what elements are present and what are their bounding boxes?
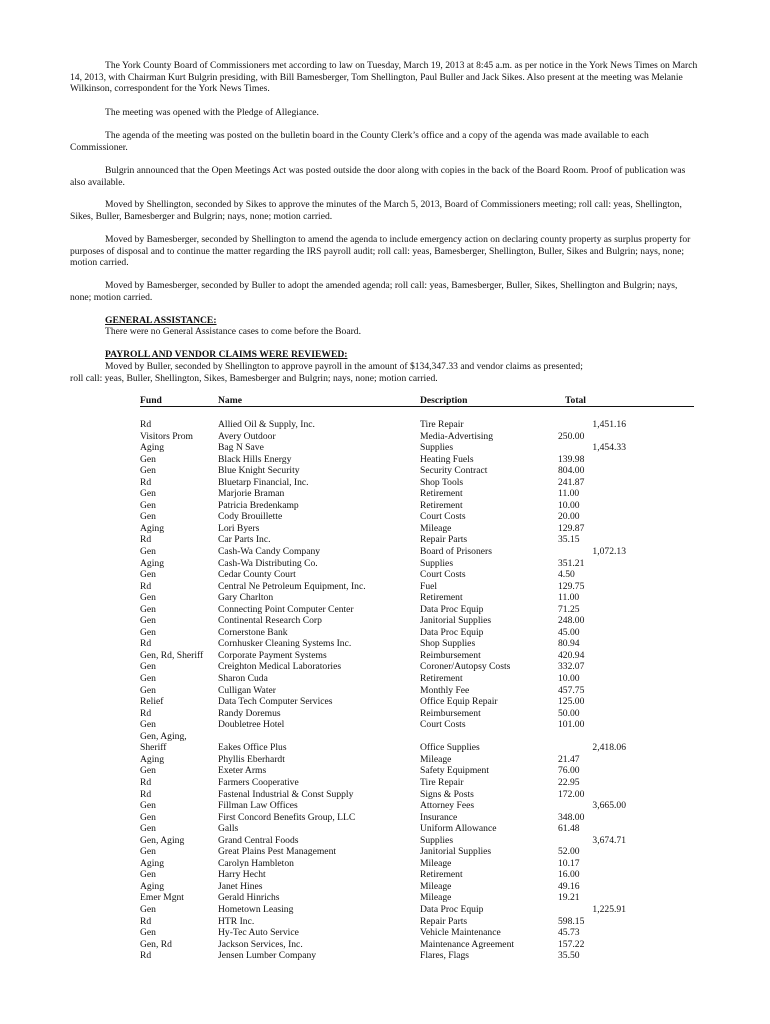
- table-row: [140, 419, 700, 431]
- table-row: [140, 742, 700, 754]
- total-cell: 1,451.16: [592, 419, 626, 430]
- table-row: [140, 511, 700, 523]
- total-cell: 420.94: [558, 649, 585, 661]
- total-cell: 52.00: [558, 846, 580, 858]
- general-assistance-text: There were no General Assistance cases to come before the Board.: [105, 326, 361, 337]
- description-cell: Reimbursement: [420, 649, 481, 661]
- fund-cell: Gen: [140, 869, 156, 881]
- total-cell: 76.00: [558, 765, 580, 777]
- table-row: [140, 939, 700, 951]
- description-cell: Media-Advertising: [420, 430, 494, 442]
- fund-cell: Gen: [140, 615, 156, 627]
- table-row: [140, 708, 700, 720]
- fund-cell: Gen, Aging,: [140, 730, 187, 742]
- name-cell: Cornerstone Bank: [218, 626, 288, 638]
- name-cell: Cody Brouillette: [218, 511, 283, 523]
- description-cell: Court Costs: [420, 569, 466, 581]
- table-row: [140, 558, 700, 570]
- name-cell: Cedar County Court: [218, 569, 296, 581]
- total-cell: 35.50: [558, 950, 580, 962]
- fund-cell: Rd: [140, 950, 152, 962]
- fund-cell: Rd: [140, 776, 152, 788]
- fund-cell: Rd: [140, 580, 152, 592]
- fund-cell: Gen: [140, 499, 156, 511]
- total-cell: 2,418.06: [592, 742, 626, 754]
- name-cell: Bluetarp Financial, Inc.: [218, 476, 309, 488]
- description-cell: Mileage: [420, 880, 452, 892]
- total-cell: 10.00: [558, 499, 580, 511]
- name-cell: Phyllis Eberhardt: [218, 753, 285, 765]
- fund-cell: Gen: [140, 603, 156, 615]
- total-cell: 129.87: [558, 522, 585, 534]
- description-cell: Coroner/Autopsy Costs: [420, 661, 511, 673]
- name-cell: Black Hills Energy: [218, 453, 292, 465]
- total-cell: 10.17: [558, 857, 580, 869]
- fund-cell: Sheriff: [140, 742, 167, 754]
- total-cell: 45.00: [558, 626, 580, 638]
- description-cell: Repair Parts: [420, 534, 468, 546]
- description-cell: Monthly Fee: [420, 684, 470, 696]
- table-row: [140, 835, 700, 847]
- total-cell: 248.00: [558, 615, 585, 627]
- total-cell: 19.21: [558, 892, 580, 904]
- table-row: [140, 904, 700, 916]
- description-cell: Office Equip Repair: [420, 696, 498, 708]
- total-cell: 50.00: [558, 707, 580, 719]
- fund-cell: Gen: [140, 903, 156, 915]
- total-cell: 1,072.13: [592, 546, 626, 558]
- total-cell: 332.07: [558, 661, 585, 673]
- table-row: [140, 685, 700, 697]
- table-row: [140, 950, 700, 962]
- minutes-motion-paragraph: Moved by Shellington, seconded by Sikes to approve the minutes of the March 5, 2013, Board of Commissioners meeting; roll call: yeas, Shellington, Sikes, Buller, Bamesberger and Bulgrin; nays, none; motion carried.: [70, 199, 682, 222]
- total-cell: 71.25: [558, 603, 580, 615]
- description-cell: Fuel: [420, 580, 438, 592]
- description-cell: Mileage: [420, 857, 452, 869]
- total-cell: 16.00: [558, 869, 580, 881]
- meeting-intro-paragraph: The York County Board of Commissioners met according to law on Tuesday, March 19, 2013 at 8:45 a.m. as per notice in the York News Times on March 14, 2013, with Chairman Kurt Bulgrin presiding, with Bill Bamesberger, Tom Shellington, Paul Buller and Jack Sikes. Also present at the meeting was Melanie Wilkinson, correspondent for the York News Times.: [70, 60, 698, 95]
- total-cell: 241.87: [558, 476, 585, 488]
- table-row: [140, 431, 700, 443]
- name-cell: Gerald Hinrichs: [218, 892, 280, 904]
- total-cell: 22.95: [558, 776, 580, 788]
- fund-cell: Aging: [140, 880, 164, 892]
- name-cell: Fillman Law Offices: [218, 800, 298, 812]
- description-cell: Reimbursement: [420, 707, 481, 719]
- table-row: [140, 592, 700, 604]
- table-row: [140, 581, 700, 593]
- total-cell: 804.00: [558, 465, 585, 477]
- total-cell: 4.50: [558, 569, 575, 581]
- total-cell: 45.73: [558, 927, 580, 939]
- amend-agenda-paragraph: Moved by Bamesberger, seconded by Shellington to amend the agenda to include emergency action on declaring county property as surplus property for purposes of disposal and to continue the matter regarding the IRS payroll audit; roll call: yeas, Bamesberger, Shellington, Buller, Sikes and Bulgrin; nays, none; motion carried.: [70, 234, 691, 269]
- name-cell: Creighton Medical Laboratories: [218, 661, 342, 673]
- total-cell: 250.00: [558, 430, 585, 442]
- fund-cell: Gen: [140, 684, 156, 696]
- name-cell: Corporate Payment Systems: [218, 649, 327, 661]
- name-cell: Fastenal Industrial & Const Supply: [218, 788, 354, 800]
- description-cell: Attorney Fees: [420, 800, 475, 812]
- name-cell: Culligan Water: [218, 684, 276, 696]
- description-cell: Tire Repair: [420, 776, 464, 788]
- pledge-paragraph: The meeting was opened with the Pledge of Allegiance.: [105, 107, 319, 118]
- name-cell: Harry Hecht: [218, 869, 266, 881]
- fund-cell: Rd: [140, 707, 152, 719]
- table-row: [140, 534, 700, 546]
- fund-cell: Emer Mgnt: [140, 892, 184, 904]
- column-header-fund: Fund: [140, 395, 162, 406]
- table-row: [140, 823, 700, 835]
- table-row: [140, 615, 700, 627]
- description-cell: Board of Prisoners: [420, 546, 492, 558]
- total-cell: 1,225.91: [592, 903, 626, 915]
- name-cell: Bag N Save: [218, 442, 264, 454]
- description-cell: Court Costs: [420, 511, 466, 523]
- name-cell: Exeter Arms: [218, 765, 267, 777]
- description-cell: Uniform Allowance: [420, 823, 497, 835]
- name-cell: Continental Research Corp: [218, 615, 322, 627]
- table-row: [140, 673, 700, 685]
- name-cell: Jensen Lumber Company: [218, 950, 317, 962]
- total-cell: 139.98: [558, 453, 585, 465]
- fund-cell: Gen: [140, 719, 156, 731]
- description-cell: Retirement: [420, 499, 463, 511]
- description-cell: Insurance: [420, 811, 458, 823]
- description-cell: Shop Supplies: [420, 638, 476, 650]
- table-row: [140, 800, 700, 812]
- name-cell: Eakes Office Plus: [218, 742, 287, 754]
- table-row: [140, 523, 700, 535]
- total-cell: 20.00: [558, 511, 580, 523]
- table-row: [140, 846, 700, 858]
- fund-cell: Gen: [140, 661, 156, 673]
- fund-cell: Rd: [140, 534, 152, 546]
- fund-cell: Aging: [140, 857, 164, 869]
- description-cell: Mileage: [420, 522, 452, 534]
- description-cell: Data Proc Equip: [420, 603, 484, 615]
- fund-cell: Gen: [140, 453, 156, 465]
- description-cell: Retirement: [420, 592, 463, 604]
- name-cell: Sharon Cuda: [218, 673, 268, 685]
- total-cell: 129.75: [558, 580, 585, 592]
- total-cell: 457.75: [558, 684, 585, 696]
- description-cell: Security Contract: [420, 465, 488, 477]
- description-cell: Mileage: [420, 753, 452, 765]
- fund-cell: Gen: [140, 592, 156, 604]
- fund-cell: Aging: [140, 442, 164, 454]
- total-cell: 49.16: [558, 880, 580, 892]
- table-row: [140, 500, 700, 512]
- fund-cell: Gen: [140, 846, 156, 858]
- fund-cell: Gen: [140, 511, 156, 523]
- total-cell: 35.15: [558, 534, 580, 546]
- header-underline: [140, 406, 694, 407]
- description-cell: Heating Fuels: [420, 453, 474, 465]
- name-cell: Carolyn Hambleton: [218, 857, 294, 869]
- name-cell: Grand Central Foods: [218, 834, 299, 846]
- total-cell: 598.15: [558, 915, 585, 927]
- column-header-description: Description: [420, 395, 468, 406]
- table-row: [140, 892, 700, 904]
- description-cell: Maintenance Agreement: [420, 938, 515, 950]
- table-row: [140, 881, 700, 893]
- total-cell: 80.94: [558, 638, 580, 650]
- name-cell: First Concord Benefits Group, LLC: [218, 811, 356, 823]
- vendor-claims-table: [140, 419, 700, 962]
- description-cell: Repair Parts: [420, 915, 468, 927]
- name-cell: Doubletree Hotel: [218, 719, 285, 731]
- fund-cell: Gen, Aging: [140, 834, 185, 846]
- adopt-agenda-paragraph: Moved by Bamesberger, seconded by Buller to adopt the amended agenda; roll call: yeas, Bamesberger, Buller, Sikes, Shellington and Bulgrin; nays, none; motion carried.: [70, 280, 678, 303]
- table-row: [140, 789, 700, 801]
- total-cell: 10.00: [558, 673, 580, 685]
- total-cell: 1,454.33: [592, 442, 626, 454]
- table-row: [140, 916, 700, 928]
- fund-cell: Gen: [140, 673, 156, 685]
- description-cell: Vehicle Maintenance: [420, 927, 501, 939]
- total-cell: 157.22: [558, 938, 585, 950]
- description-cell: Office Supplies: [420, 742, 480, 754]
- description-cell: Safety Equipment: [420, 765, 490, 777]
- payroll-heading: PAYROLL AND VENDOR CLAIMS WERE REVIEWED:: [105, 349, 348, 360]
- fund-cell: Aging: [140, 753, 164, 765]
- description-cell: Supplies: [420, 557, 454, 569]
- name-cell: Blue Knight Security: [218, 465, 300, 477]
- fund-cell: Rd: [140, 638, 152, 650]
- description-cell: Retirement: [420, 488, 463, 500]
- description-cell: Supplies: [420, 442, 454, 454]
- name-cell: Farmers Cooperative: [218, 776, 299, 788]
- table-row: [140, 627, 700, 639]
- description-cell: Signs & Posts: [420, 788, 474, 800]
- table-row: [140, 604, 700, 616]
- description-cell: Janitorial Supplies: [420, 615, 492, 627]
- fund-cell: Relief: [140, 696, 164, 708]
- name-cell: Hy-Tec Auto Service: [218, 927, 299, 939]
- description-cell: Mileage: [420, 892, 452, 904]
- table-row: [140, 731, 700, 743]
- table-row: [140, 927, 700, 939]
- description-cell: Data Proc Equip: [420, 903, 484, 915]
- table-row: [140, 869, 700, 881]
- description-cell: Shop Tools: [420, 476, 464, 488]
- fund-cell: Gen: [140, 626, 156, 638]
- description-cell: Janitorial Supplies: [420, 846, 492, 858]
- total-cell: 3,674.71: [592, 834, 626, 846]
- table-row: [140, 777, 700, 789]
- total-cell: 21.47: [558, 753, 580, 765]
- name-cell: Gary Charlton: [218, 592, 274, 604]
- name-cell: Marjorie Braman: [218, 488, 285, 500]
- name-cell: Central Ne Petroleum Equipment, Inc.: [218, 580, 366, 592]
- fund-cell: Rd: [140, 419, 152, 430]
- name-cell: Patricia Bredenkamp: [218, 499, 299, 511]
- description-cell: Retirement: [420, 869, 463, 881]
- total-cell: 172.00: [558, 788, 585, 800]
- description-cell: Supplies: [420, 834, 454, 846]
- description-cell: Data Proc Equip: [420, 626, 484, 638]
- fund-cell: Rd: [140, 915, 152, 927]
- fund-cell: Gen: [140, 927, 156, 939]
- table-row: [140, 858, 700, 870]
- fund-cell: Gen: [140, 800, 156, 812]
- name-cell: Jackson Services, Inc.: [218, 938, 303, 950]
- fund-cell: Gen: [140, 823, 156, 835]
- table-row: [140, 765, 700, 777]
- total-cell: 348.00: [558, 811, 585, 823]
- table-row: [140, 696, 700, 708]
- fund-cell: Gen: [140, 765, 156, 777]
- fund-cell: Gen: [140, 569, 156, 581]
- column-header-name: Name: [218, 395, 242, 406]
- agenda-posted-paragraph: The agenda of the meeting was posted on the bulletin board in the County Clerk’s office and a copy of the agenda was made available to each Commissioner.: [70, 130, 649, 153]
- table-row: [140, 812, 700, 824]
- name-cell: Avery Outdoor: [218, 430, 276, 442]
- table-row: [140, 454, 700, 466]
- fund-cell: Gen, Rd: [140, 938, 172, 950]
- name-cell: Galls: [218, 823, 239, 835]
- fund-cell: Gen: [140, 811, 156, 823]
- total-cell: 61.48: [558, 823, 580, 835]
- table-row: [140, 754, 700, 766]
- table-row: [140, 465, 700, 477]
- name-cell: Allied Oil & Supply, Inc.: [218, 419, 315, 430]
- fund-cell: Gen: [140, 546, 156, 558]
- fund-cell: Gen, Rd, Sheriff: [140, 649, 204, 661]
- name-cell: Great Plains Pest Management: [218, 846, 337, 858]
- table-row: [140, 569, 700, 581]
- name-cell: Hometown Leasing: [218, 903, 294, 915]
- name-cell: Data Tech Computer Services: [218, 696, 333, 708]
- name-cell: HTR Inc.: [218, 915, 255, 927]
- total-cell: 101.00: [558, 719, 585, 731]
- table-row: [140, 661, 700, 673]
- fund-cell: Rd: [140, 476, 152, 488]
- payroll-motion-line2: roll call: yeas, Buller, Shellington, Sikes, Bamesberger and Bulgrin; nays, none; motion carried.: [70, 373, 438, 384]
- total-cell: 3,665.00: [592, 800, 626, 812]
- open-meetings-paragraph: Bulgrin announced that the Open Meetings Act was posted outside the door along with copies in the back of the Board Room. Proof of publication was also available.: [70, 165, 686, 188]
- fund-cell: Aging: [140, 522, 164, 534]
- total-cell: 125.00: [558, 696, 585, 708]
- payroll-motion-line1: Moved by Buller, seconded by Shellington to approve payroll in the amount of $134,347.33 and vendor claims as presented;: [105, 361, 583, 372]
- description-cell: Flares, Flags: [420, 950, 470, 962]
- name-cell: Cash-Wa Distributing Co.: [218, 557, 318, 569]
- name-cell: Cornhusker Cleaning Systems Inc.: [218, 638, 352, 650]
- column-header-total: Total: [565, 395, 586, 406]
- table-row: [140, 488, 700, 500]
- table-row: [140, 650, 700, 662]
- table-row: [140, 477, 700, 489]
- description-cell: Court Costs: [420, 719, 466, 731]
- total-cell: 11.00: [558, 488, 580, 500]
- fund-cell: Aging: [140, 557, 164, 569]
- name-cell: Janet Hines: [218, 880, 263, 892]
- fund-cell: Visitors Prom: [140, 430, 193, 442]
- name-cell: Connecting Point Computer Center: [218, 603, 354, 615]
- description-cell: Retirement: [420, 673, 463, 685]
- table-row: [140, 442, 700, 454]
- table-row: [140, 719, 700, 731]
- table-row: [140, 546, 700, 558]
- general-assistance-heading: GENERAL ASSISTANCE:: [105, 315, 217, 326]
- fund-cell: Rd: [140, 788, 152, 800]
- name-cell: Cash-Wa Candy Company: [218, 546, 321, 558]
- description-cell: Tire Repair: [420, 419, 464, 430]
- total-cell: 11.00: [558, 592, 580, 604]
- fund-cell: Gen: [140, 488, 156, 500]
- total-cell: 351.21: [558, 557, 585, 569]
- fund-cell: Gen: [140, 465, 156, 477]
- table-row: [140, 638, 700, 650]
- name-cell: Lori Byers: [218, 522, 260, 534]
- name-cell: Randy Doremus: [218, 707, 281, 719]
- name-cell: Car Parts Inc.: [218, 534, 271, 546]
